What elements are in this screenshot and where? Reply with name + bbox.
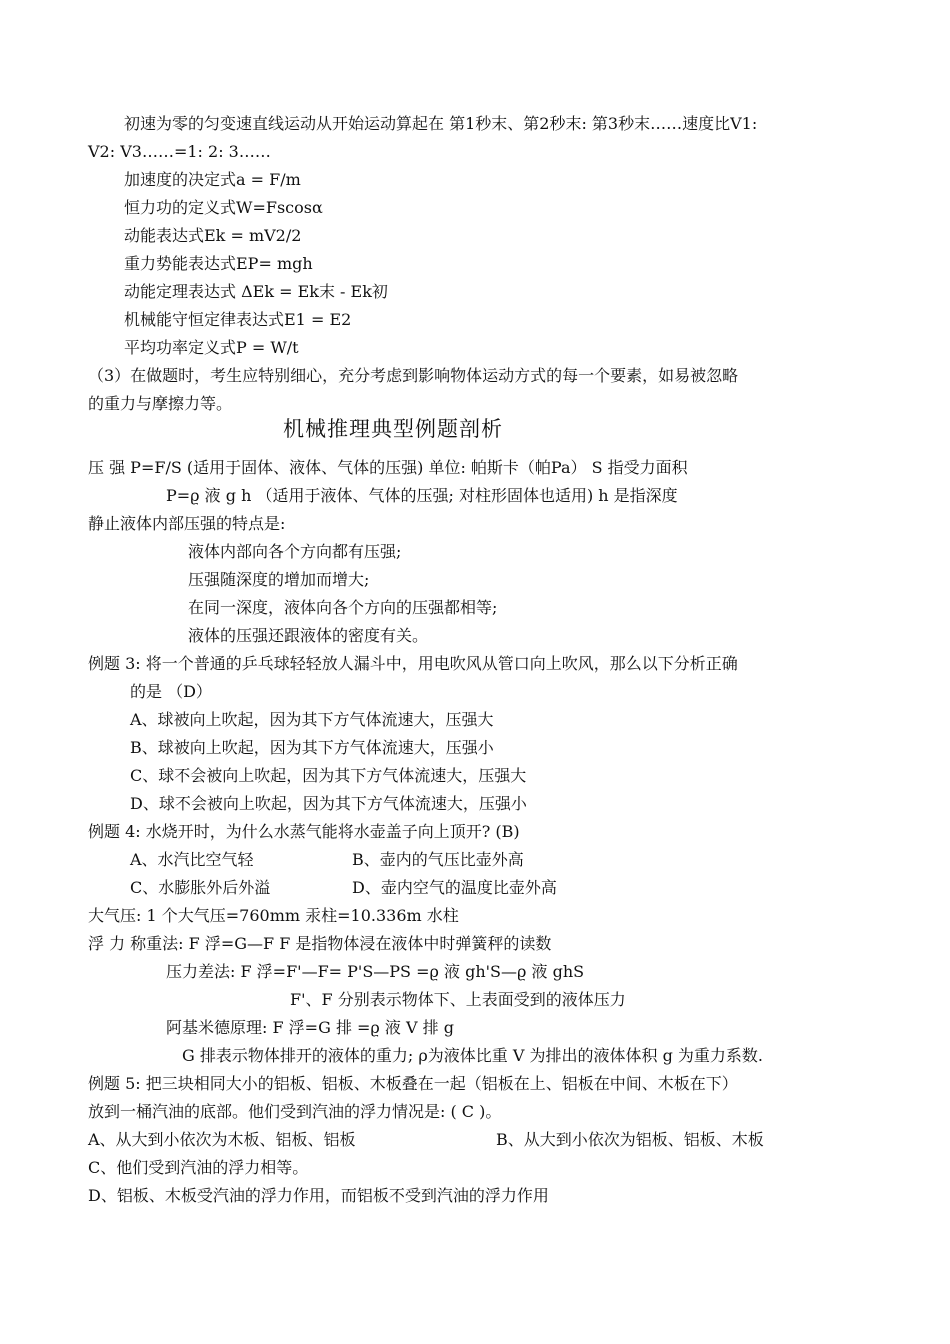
text-line: 阿基米德原理: F 浮=G 排 =ϱ 液 V 排 g — [166, 1018, 454, 1037]
text-line: 机械能守恒定律表达式E1 = E2 — [124, 310, 352, 329]
text-line: F'、F 分别表示物体下、上表面受到的液体压力 — [290, 990, 626, 1009]
option-c: C、他们受到汽油的浮力相等。 — [88, 1158, 309, 1177]
text-line: 恒力功的定义式W=Fscosα — [124, 198, 323, 217]
option-d: D、铝板、木板受汽油的浮力作用，而铝板不受到汽油的浮力作用 — [88, 1186, 549, 1205]
option-a: A、球被向上吹起，因为其下方气体流速大，压强大 — [130, 710, 494, 729]
text-line: P=ϱ 液 g h （适用于液体、气体的压强; 对柱形固体也适用) h 是指深度 — [166, 486, 678, 505]
text-line: 液体的压强还跟液体的密度有关。 — [188, 626, 429, 645]
text-line: 压强随深度的增加而增大; — [188, 570, 370, 589]
text-line: （3）在做题时，考生应特别细心，充分考虑到影响物体运动方式的每一个要素，如易被忽略 — [88, 366, 739, 385]
section-title: 机械推理典型例题剖析 — [283, 417, 503, 441]
text-line: 液体内部向各个方向都有压强; — [188, 542, 402, 561]
option-b: B、球被向上吹起，因为其下方气体流速大，压强小 — [130, 738, 494, 757]
text-line: 初速为零的匀变速直线运动从开始运动算起在 第1秒末、第2秒末: 第3秒末……速度比V1: — [124, 114, 758, 133]
text-line: V2: V3……=1: 2: 3…… — [88, 142, 271, 161]
text-line: 压 强 P=F/S (适用于固体、液体、气体的压强) 单位: 帕斯卡（帕Pa） S 指受力面积 — [88, 458, 688, 477]
text-line: 例题 3: 将一个普通的乒乓球轻轻放人漏斗中，用电吹风从管口向上吹风，那么以下分析正确 — [88, 654, 738, 673]
text-line: 加速度的决定式a = F/m — [124, 170, 301, 189]
option-b: B、壶内的气压比壶外高 — [352, 850, 524, 869]
text-line: 动能定理表达式 ΔEk = Ek末 - Ek初 — [124, 282, 388, 301]
text-line: 压力差法: F 浮=F'—F= P'S—PS =ϱ 液 gh'S—ϱ 液 ghS — [166, 962, 585, 981]
text-line: 放到一桶汽油的底部。他们受到汽油的浮力情况是: ( C )。 — [88, 1102, 502, 1121]
text-line: 静止液体内部压强的特点是: — [88, 514, 286, 533]
option-d: D、球不会被向上吹起，因为其下方气体流速大，压强小 — [130, 794, 527, 813]
text-line: 平均功率定义式P = W/t — [124, 338, 299, 357]
option-c: C、水膨胀外后外溢 — [130, 878, 271, 897]
text-line: 重力势能表达式EP= mgh — [124, 254, 313, 273]
option-a: A、从大到小依次为木板、铝板、铝板 — [88, 1130, 356, 1149]
text-line: 浮 力 称重法: F 浮=G—F F 是指物体浸在液体中时弹簧秤的读数 — [88, 934, 552, 953]
text-line: 动能表达式Ek = mV2/2 — [124, 226, 302, 245]
text-line: G 排表示物体排开的液体的重力; ρ为液体比重 V 为排出的液体体积 g 为重力系数. — [182, 1046, 763, 1065]
option-c: C、球不会被向上吹起，因为其下方气体流速大，压强大 — [130, 766, 527, 785]
text-line: 例题 4: 水烧开时，为什么水蒸气能将水壶盖子向上顶开? (B) — [88, 822, 520, 841]
text-line: 大气压: 1 个大气压=760mm 汞柱=10.336m 水柱 — [88, 906, 459, 925]
text-line: 例题 5: 把三块相同大小的铝板、铝板、木板叠在一起（铝板在上、铝板在中间、木板在下） — [88, 1074, 738, 1093]
text-line: 在同一深度，液体向各个方向的压强都相等; — [188, 598, 498, 617]
option-d: D、壶内空气的温度比壶外高 — [352, 878, 557, 897]
option-b: B、从大到小依次为铝板、铝板、木板 — [496, 1130, 764, 1149]
text-line: 的重力与摩擦力等。 — [88, 394, 233, 413]
text-line: 的是 （D） — [130, 682, 212, 701]
option-a: A、水汽比空气轻 — [130, 850, 254, 869]
